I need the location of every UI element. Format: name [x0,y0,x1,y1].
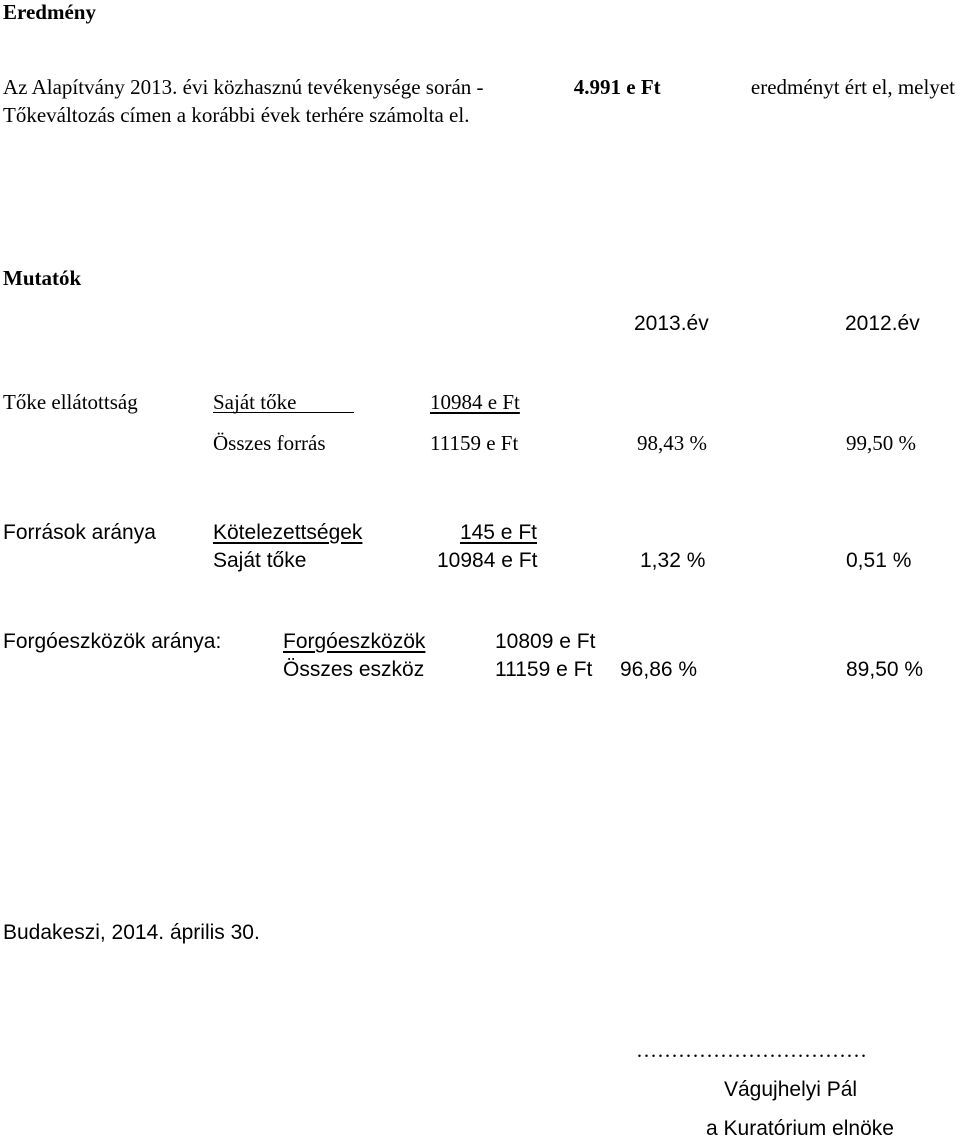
sources-numerator-value: 145 e Ft [459,521,537,544]
signature-dots: …………………………… [636,1038,867,1062]
paragraph-text-2: eredményt ért el, melyet [745,75,955,99]
sources-ratio-label: Források aránya [3,521,156,544]
current-assets-ratio-label: Forgóeszközök aránya: [3,630,222,653]
sources-denominator-label: Saját tőke [213,549,307,572]
sources-ratio-2013: 1,32 % [640,549,706,572]
current-assets-ratio-2013: 96,86 % [620,658,698,681]
current-assets-denominator-label: Összes eszköz [283,658,425,681]
year-header-2013: 2013.év [634,312,709,335]
capital-ratio-2012: 99,50 % [846,431,916,455]
capital-denominator-label: Összes forrás [213,431,326,455]
year-header-2012: 2012.év [845,312,920,335]
sources-denominator-value: 10984 e Ft [437,549,538,572]
current-assets-denominator-value: 11159 e Ft [495,658,593,681]
current-assets-numerator-label: Forgóeszközök [283,630,426,653]
capital-ratio-label: Tőke ellátottság [3,390,138,414]
paragraph-bold-amount: 4.991 e Ft [573,75,661,99]
capital-numerator-value: 10984 e Ft [430,390,520,414]
capital-numerator-text: Saját tőke [213,390,297,414]
section-heading-result: Eredmény [3,0,96,24]
current-assets-ratio-2012: 89,50 % [846,658,924,681]
signature-title: a Kuratórium elnöke [706,1117,894,1140]
sources-numerator-label: Kötelezettségek [213,521,363,544]
result-paragraph-line2: Tőkeváltozás címen a korábbi évek terhére számolta el. [3,103,470,127]
paragraph-text-1: Az Alapítvány 2013. évi közhasznú tevékenysége során - [3,75,489,99]
capital-numerator-underline [213,392,354,413]
signature-name: Vágujhelyi Pál [724,1078,858,1101]
place-date: Budakeszi, 2014. április 30. [3,921,260,944]
section-heading-indicators: Mutatók [3,266,82,290]
sources-ratio-2012: 0,51 % [846,549,912,572]
current-assets-numerator-value: 10809 e Ft [495,630,596,653]
capital-ratio-2013: 98,43 % [637,431,707,455]
capital-denominator-value: 11159 e Ft [430,431,519,455]
result-paragraph-line1 [3,77,955,98]
